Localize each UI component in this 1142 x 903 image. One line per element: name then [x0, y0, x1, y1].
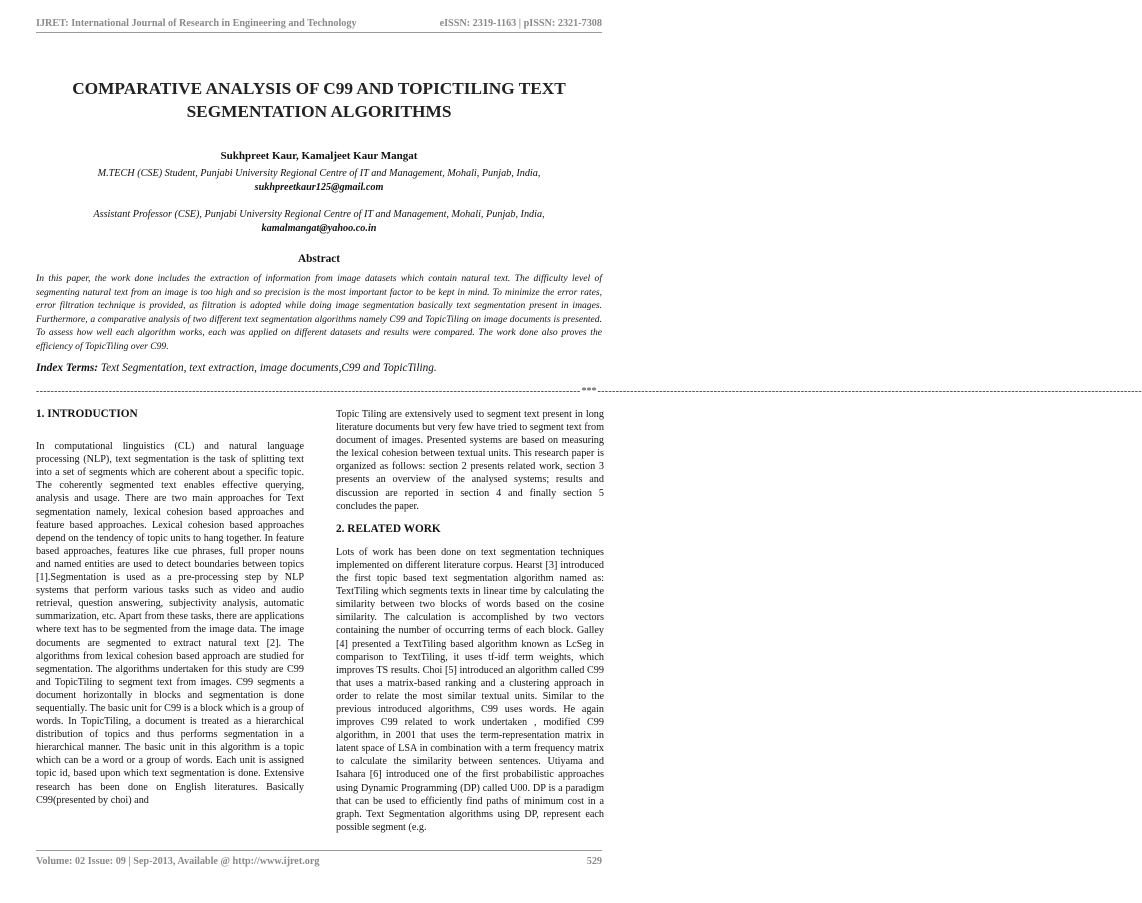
left-column [36, 408, 304, 807]
journal-name: IJRET: International Journal of Research in Engineering and Technology [36, 18, 357, 29]
affiliation-1-text: M.TECH (CSE) Student, Punjabi University Regional Centre of IT and Management, Mohali, Punjab, India, [97, 168, 541, 179]
separator-dashes-right: ------------------------------------------------------------------------------------------------------------------------------------------------------ [597, 385, 1142, 397]
separator-stars: *** [581, 385, 597, 397]
affiliation-1 [40, 167, 598, 195]
running-header [36, 18, 602, 29]
author-names: Sukhpreet Kaur, Kamaljeet Kaur Mangat [220, 150, 418, 162]
intro-heading: 1. INTRODUCTION [36, 408, 138, 420]
affiliation-2-text: Assistant Professor (CSE), Punjabi University Regional Centre of IT and Management, Mohali, Punjab, India, [93, 209, 545, 220]
related-work-heading: 2. RELATED WORK [336, 522, 441, 535]
right-column [336, 408, 604, 834]
related-work-body: Lots of work has been done on text segmentation techniques implemented on different literature corpus. Hearst [3] introduced the first topic based text segmentation algorithm named as: TextTiling which segments texts in linear time by calculating the similarity between two blocks of words based on the cosine similarity. The calculation is accomplished by two vectors containing the number of occurring terms of each block. Galley [4] presented a TextTiling based algorithm known as LcSeg in comparison to TextTiling, it uses tf-idf term weights, which improves TS results. Choi [5] introduced an algorithm called C99 that uses a matrix-based ranking and a clustering approach in order to relate the most similar textual units. Similar to the previous introduced algorithms, C99 uses words. He again improves C99 related to work undertaken , modified C99 algorithm, in 2001 that uses the term-representation matrix in latent space of LSA in combination with a term frequency matrix to calculate the similarity between sentences. Utiyama and Isahara [6] introduced one of the first probabilistic approaches using Dynamic Programming (DP) called U00. DP is a paradigm that can be used to efficiently find paths of minimum cost in a graph. Text Segmentation algorithms using DP, represent each possible segment (e.g. [336, 546, 604, 833]
intro-body: In computational linguistics (CL) and natural language processing (NLP), text segmentation is the task of splitting text into a set of segments which are coherent about a specific topic. The coherently segmented text enables effective querying, analysis and usage. There are two main approaches for Text segmentation namely, lexical cohesion based approaches and feature based approaches. Lexical cohesion based approaches depend on the tendency of topic units to hang together. In feature based approaches, features like cue phrases, full proper nouns and named entities are used to detect boundaries between topics [1].Segmentation is used as a pre-processing step by NLP systems that perform various tasks such as video and audio retrieval, question answering, subjectivity analysis, automatic summarization, etc. Apart from these tasks, there are applications where text has to be segmented from the image data. The image documents are segmented to extract natural text [2]. The algorithms from lexical cohesion based approach are studied for segmentation. The algorithms undertaken for this study are C99 and TopicTiling to segment text from images. C99 segments a document horizontally in blocks and segmentation is done sequentially. The basic unit for C99 is a block which is a group of words. In TopicTiling, a document is treated as a hierarchical distribution of topics and thus performs segmentation in a hierarchical manner. The basic unit in this algorithm is a topic which can be a word or a group of words. Each unit is assigned topic id, based upon which text segmentation is done. Extensive research has been done on English literatures. Basically C99(presented by choi) and [36, 441, 304, 806]
separator-dashes-left: ------------------------------------------------------------------------------------------------------------------------------------------------------ [36, 385, 581, 397]
index-terms-text: Text Segmentation, text extraction, image documents,C99 and TopicTiling. [100, 362, 437, 374]
intro-continued: Topic Tiling are extensively used to segment text present in long literature documents but very few have tried to segment text from document of images. Presented systems are based on measuring the lexical cohesion between textual units. This research paper is organized as follows: section 2 presents related work, section 3 presents an overview of the analysed systems; results and discussion are reported in section 4 and finally section 5 concludes the paper. [336, 409, 604, 512]
paper-title: COMPARATIVE ANALYSIS OF C99 AND TOPICTILING TEXT SEGMENTATION ALGORITHMS [72, 79, 566, 121]
running-footer [36, 856, 602, 867]
abstract-heading: Abstract [297, 253, 341, 265]
issn-numbers: eISSN: 2319-1163 | pISSN: 2321-7308 [439, 18, 602, 29]
footer-rule [36, 850, 602, 851]
page-number: 529 [586, 856, 602, 867]
affiliation-1-email: sukhpreetkaur125@gmail.com [254, 182, 384, 193]
affiliation-2 [40, 208, 598, 236]
volume-info: Volume: 02 Issue: 09 | Sep-2013, Available @ http://www.ijret.org [36, 856, 320, 867]
index-terms-label: Index Terms: [36, 362, 99, 374]
header-rule [36, 32, 602, 33]
section-separator [36, 385, 1142, 397]
abstract-body: In this paper, the work done includes the extraction of information from image datasets which contain natural text. The difficulty level of segmenting natural text from an image is too high and so precision is the most important factor to be kept in mind. To minimize the error rates, error filtration technique is provided, as filtration is adopted while doing image segmentation basically text segmentation present in images. Furthermore, a comparative analysis of two different text segmentation algorithms namely C99 and TopicTiling on image documents is presented. To assess how well each algorithm works, each was applied on different datasets and results were compared. The work done also proves the efficiency of TopicTiling over C99. [36, 273, 602, 352]
index-terms [36, 362, 602, 374]
affiliation-2-email: kamalmangat@yahoo.co.in [261, 223, 377, 234]
